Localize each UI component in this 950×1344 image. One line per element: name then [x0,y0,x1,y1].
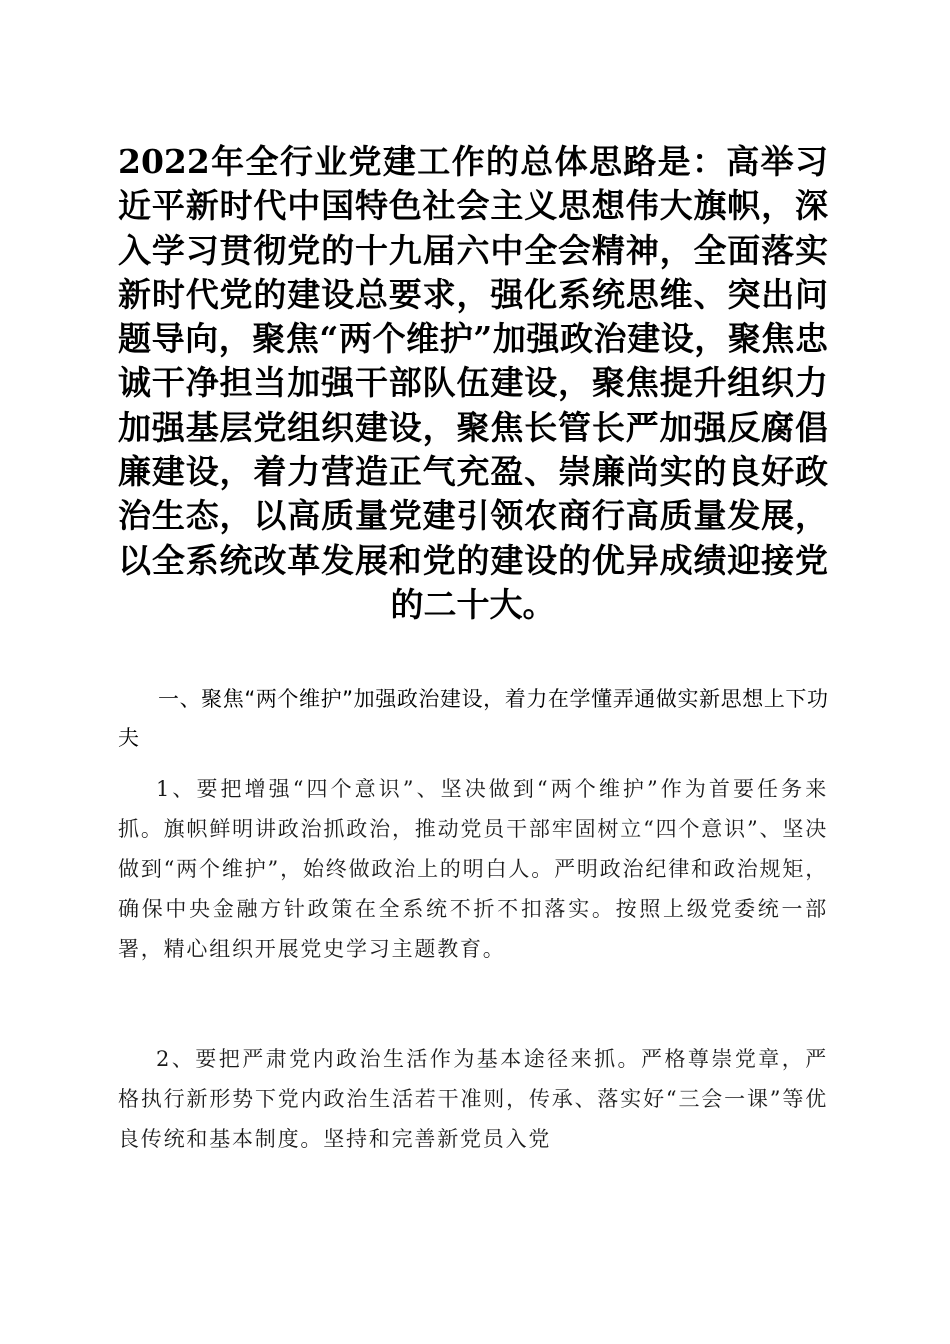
document-title: 2022年全行业党建工作的总体思路是：高举习近平新时代中国特色社会主义思想伟大旗帜，深入学习贯彻党的十九届六中全会精神，全面落实新时代党的建设总要求，强化系统思维、突出问题导向，聚焦“两个维护”加强政治建设，聚焦忠诚干净担当加强干部队伍建设，聚焦提升组织力加强基层党组织建设，聚焦长管长严加强反腐倡廉建设，着力营造正气充盈、崇廉尚实的良好政治生态，以高质量党建引领农商行高质量发展，以全系统改革发展和党的建设的优异成绩迎接党的二十大。 [118,142,828,624]
paragraph-2: 2、要把严肃党内政治生活作为基本途径来抓。严格尊崇党章，严格执行新形势下党内政治生活若干准则，传承、落实好“三会一课”等优良传统和基本制度。坚持和完善新党员入党 [118,1047,828,1151]
section-heading: 一、聚焦“两个维护”加强政治建设，着力在学懂弄通做实新思想上下功夫 [118,687,828,750]
paragraph-1: 1、要把增强“四个意识”、坚决做到“两个维护”作为首要任务来抓。旗帜鲜明讲政治抓政治，推动党员干部牢固树立“四个意识”、坚决做到“两个维护”，始终做政治上的明白人。严明政治纪律和政治规矩，确保中央金融方针政策在全系统不折不扣落实。按照上级党委统一部署，精心组织开展党史学习主题教育。 [118,777,828,961]
